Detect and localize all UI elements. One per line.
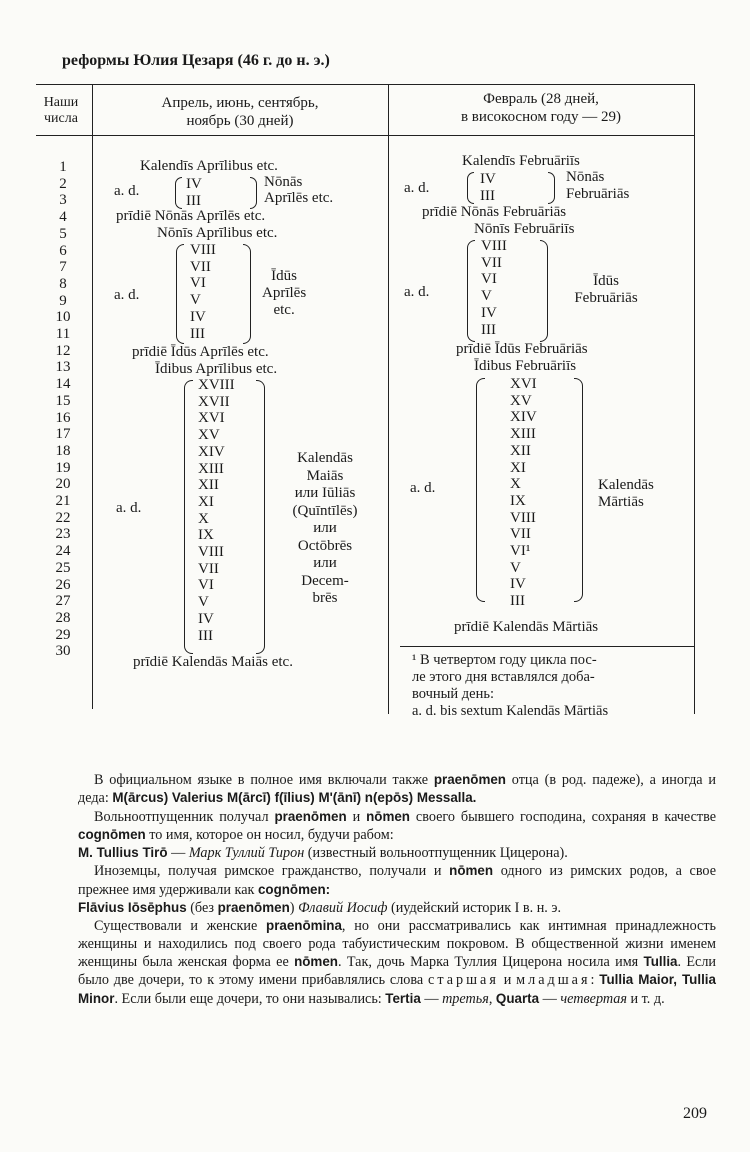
line-item: XIV: [198, 443, 225, 460]
line-item: IV: [510, 576, 526, 593]
col-head-april: Апрель, июнь, сентябрь, ноябрь (30 дней): [161, 95, 319, 129]
line-item: III: [190, 325, 205, 342]
line-item: 30: [55, 643, 71, 660]
line-item: 9: [59, 292, 67, 309]
april-aprilis-etc: Aprīlēs etc.: [264, 190, 334, 206]
line-item: VIII: [510, 509, 536, 526]
line-item: Maiās: [306, 467, 344, 484]
line-item: VIII: [190, 242, 216, 258]
line-item: IV: [481, 304, 497, 321]
line-item: 20: [55, 476, 71, 493]
line-item: VII: [190, 258, 211, 275]
page-header: реформы Юлия Цезаря (46 г. до н. э.): [62, 52, 330, 69]
feb-nonis: Nōnīs Februāriīs: [474, 221, 575, 237]
line-item: 14: [55, 376, 71, 393]
line-item: III: [198, 627, 213, 644]
feb-pridie-kalendas: prīdiē Kalendās Mārtiās: [454, 619, 599, 635]
line-item: 16: [55, 409, 71, 426]
line-item: V: [510, 559, 521, 576]
line-item: X: [510, 476, 521, 493]
feb-kalendis: Kalendīs Februāriīs: [462, 153, 580, 169]
line-item: Kalendās: [297, 450, 353, 466]
line-item: brēs: [312, 590, 338, 606]
feb-ad-idus: a. d.: [404, 284, 430, 300]
line-item: или: [313, 555, 337, 571]
april-kalendis: Kalendīs Aprīlibus etc.: [140, 158, 278, 174]
line-item: XII: [198, 477, 219, 494]
page-number: 209: [683, 1105, 707, 1122]
line-item: VII: [198, 560, 219, 577]
line-item: IV: [198, 610, 214, 627]
line-item: 25: [55, 559, 71, 576]
feb-kalendas-numerals: [510, 376, 537, 610]
paragraph-1: В официальном языке в полное имя включали также praenōmen отца (в род. падеже), а иногда и деда: M(ārcus) Valerius M(ārcī) f(īlius) M'(ānī) n(epōs) Messalla.: [78, 772, 716, 807]
body-text: [78, 771, 716, 1008]
april-pridie-idus: prīdiē Īdūs Aprīlēs etc.: [132, 344, 269, 360]
april-ad-idus: a. d.: [114, 287, 140, 303]
april-nonas-numerals: IV III: [186, 176, 202, 209]
line-item: IV: [190, 308, 206, 325]
line-item: IX: [510, 492, 526, 509]
line-item: 22: [55, 509, 71, 526]
line-item: 7: [59, 259, 67, 276]
line-item: XIV: [510, 409, 537, 426]
april-nonis: Nōnīs Aprīlibus etc.: [157, 225, 278, 241]
feb-nonas-numerals: IV III: [480, 171, 496, 204]
line-item: VII: [510, 526, 531, 543]
line-item: VI: [190, 275, 206, 292]
april-kalendas-label: [280, 450, 370, 608]
paragraph-4: Иноземцы, получая римское гражданство, получали и nōmen одного из римских родов, а свое прежнее имя удерживали как cognōmen:: [78, 863, 716, 898]
line-item: III: [510, 593, 525, 610]
line-item: 2: [59, 175, 67, 192]
april-nonas: Nōnās: [264, 174, 303, 190]
line-item: 6: [59, 242, 67, 259]
line-item: III: [481, 321, 496, 338]
table-footnote: ¹ В четвертом году цикла пос- ле этого дня вставлялся доба- вочный день: a. d. bis sextum Kalendās Mārtiās: [412, 652, 609, 719]
line-item: VI: [198, 577, 214, 594]
line-item: V: [190, 292, 201, 309]
line-item: VII: [481, 254, 502, 271]
feb-nonas: Nōnās: [566, 169, 605, 185]
line-item: X: [198, 510, 209, 527]
col-head-february: Февраль (28 дней, в високосном году — 29): [460, 91, 622, 125]
paragraph-3: M. Tullius Tirō — Марк Туллий Тирон (известный вольноотпущенник Цицерона).: [78, 845, 568, 862]
line-item: 8: [59, 275, 67, 292]
line-item: XI: [198, 493, 214, 510]
line-item: V: [198, 594, 209, 611]
line-item: 26: [55, 576, 71, 593]
line-item: V: [481, 288, 492, 305]
line-item: 12: [55, 342, 71, 359]
april-kalendas-numerals: [198, 377, 235, 644]
line-item: VIII: [481, 238, 507, 254]
april-ad-nonas: a. d.: [114, 183, 140, 199]
feb-idus-label: Īdūs Februāriās: [574, 273, 638, 306]
feb-idus-numerals: [481, 238, 507, 338]
line-item: 13: [55, 359, 71, 376]
line-item: 28: [55, 609, 71, 626]
line-item: 18: [55, 442, 71, 459]
line-item: XI: [510, 459, 526, 476]
line-item: 27: [55, 593, 71, 610]
line-item: 10: [55, 309, 71, 326]
line-item: 29: [55, 626, 71, 643]
april-pridie-kalendas: prīdiē Kalendās Maiās etc.: [133, 654, 293, 670]
feb-kalendas-label: Kalendās Mārtiās: [598, 477, 654, 510]
april-idus-label: Īdūs Aprīlēs etc.: [262, 268, 307, 318]
line-item: XII: [510, 442, 531, 459]
line-item: XVI: [510, 376, 537, 392]
line-item: 24: [55, 543, 71, 560]
line-item: VI¹: [510, 543, 531, 560]
line-item: VI: [481, 271, 497, 288]
line-item: XIII: [198, 460, 224, 477]
paragraph-2: Вольноотпущенник получал praenōmen и nōmen своего бывшего господина, сохраняя в качестве cognōmen то имя, которое он носил, будучи рабом:: [78, 808, 716, 843]
april-idibus: Īdibus Aprīlibus etc.: [155, 361, 278, 377]
feb-ad-nonas: a. d.: [404, 180, 430, 196]
line-item: Octōbrēs: [297, 537, 353, 554]
line-item: 4: [59, 209, 67, 226]
line-item: XV: [510, 392, 532, 409]
feb-februarias: Februāriās: [566, 186, 630, 202]
feb-pridie-nonas: prīdiē Nōnās Februāriās: [422, 204, 567, 220]
line-item: XV: [198, 427, 220, 444]
feb-pridie-idus: prīdiē Īdūs Februāriās: [456, 341, 588, 357]
line-item: XVI: [198, 410, 225, 427]
line-item: 17: [55, 426, 71, 443]
line-item: 11: [55, 326, 71, 343]
line-item: 19: [55, 459, 71, 476]
day-numbers: [40, 159, 86, 660]
line-item: XVII: [198, 393, 230, 410]
line-item: VIII: [198, 544, 224, 561]
april-idus-numerals: [190, 242, 216, 342]
paragraph-5: Flāvius Iōsēphus (без praenōmen) Флавий Иосиф (иудейский историк I в. н. э.: [78, 900, 562, 917]
line-item: Decem-: [301, 572, 349, 589]
line-item: 15: [55, 392, 71, 409]
april-ad-kalendas: a. d.: [116, 500, 142, 516]
line-item: или: [313, 520, 337, 536]
col-head-numbers: Наши числа: [43, 95, 79, 126]
feb-idibus: Īdibus Februāriīs: [474, 358, 577, 374]
line-item: 1: [59, 159, 67, 175]
line-item: (Quīntīlēs): [292, 502, 358, 519]
line-item: 5: [59, 225, 67, 242]
line-item: 21: [55, 493, 71, 510]
paragraph-6: Существовали и женские praenōmina, но они рассматривались как интимная принадлежность женщины и находились под своего рода табуистическим покровом. В общественной жизни именем женщины была женская форма ее nōmen. Так, дочь Марка Туллия Цицерона носила имя Tullia. Если было две дочери, то к этому имени прибавлялись слова старшая и младшая: Tullia Maior, Tullia Minor. Если были еще дочери, то они назывались: Tertia — третья, Quarta — четвертая и т. д.: [78, 918, 717, 1007]
april-pridie-nonas: prīdiē Nōnās Aprīlēs etc.: [116, 208, 266, 224]
line-item: IX: [198, 527, 214, 544]
line-item: 23: [55, 526, 71, 543]
line-item: XIII: [510, 426, 536, 443]
line-item: XVIII: [198, 377, 235, 393]
feb-ad-kalendas: a. d.: [410, 480, 436, 496]
line-item: 3: [59, 192, 67, 209]
line-item: или Iūliās: [294, 485, 356, 501]
